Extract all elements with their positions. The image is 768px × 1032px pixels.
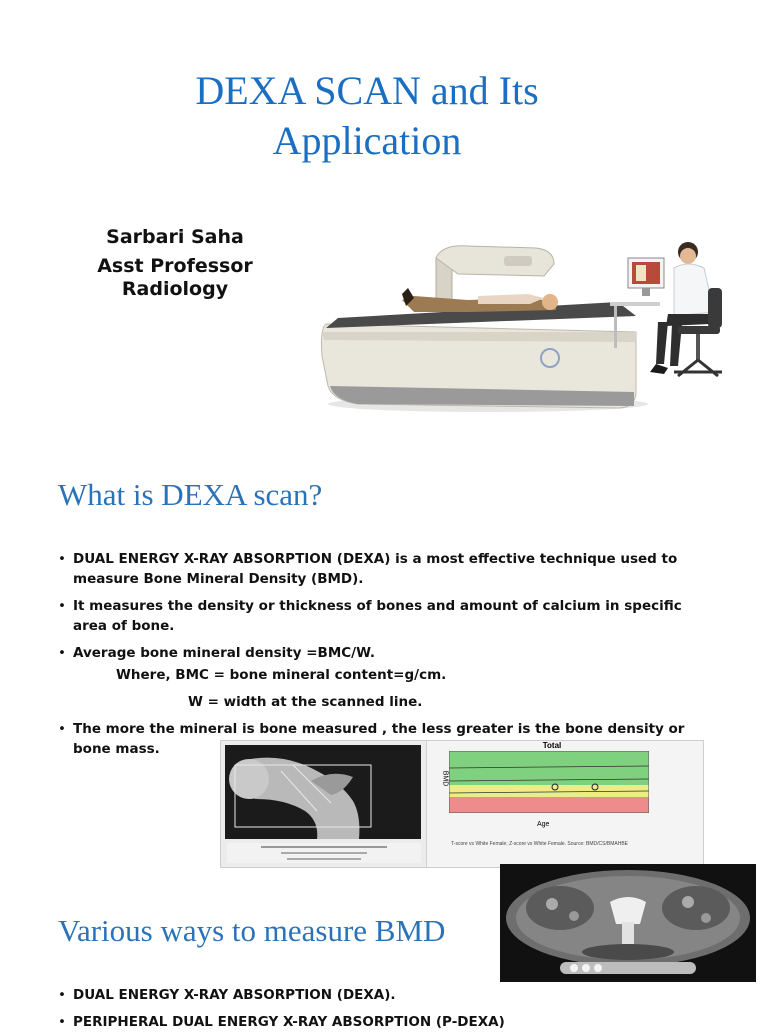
section-heading-what-is-dexa: What is DEXA scan? xyxy=(58,477,323,512)
bmd-chart-plot xyxy=(449,751,649,813)
bmd-chart-ylabel: BMD xyxy=(441,770,449,787)
dexa-scanner-illustration xyxy=(318,236,738,416)
bmd-chart-title: Total xyxy=(542,741,562,750)
section-heading-various-ways: Various ways to measure BMD xyxy=(58,913,446,948)
bullet-pdexa-method: • PERIPHERAL DUAL ENERGY X-RAY ABSORPTION (P-DEXA) xyxy=(58,1012,718,1032)
author-name: Sarbari Saha xyxy=(106,226,244,248)
bullet-dexa-method: • DUAL ENERGY X-RAY ABSORPTION (DEXA). xyxy=(58,985,718,1005)
subline-bmc-definition: Where, BMC = bone mineral content=g/cm. xyxy=(116,667,447,683)
subline-width-definition: W = width at the scanned line. xyxy=(188,694,423,710)
slide-title-line-1: DEXA SCAN and Its xyxy=(195,68,539,113)
bullet-average-bmd: • Average bone mineral density =BMC/W. xyxy=(58,643,718,663)
ct-scan-image xyxy=(500,864,756,982)
bullet-dexa-definition: • DUAL ENERGY X-RAY ABSORPTION (DEXA) is a most effective technique used to measure Bone Mineral Density (BMD). xyxy=(58,549,718,589)
slide-title xyxy=(0,66,734,166)
author-designation: Asst Professor xyxy=(97,255,253,277)
bmd-chart-image xyxy=(426,740,704,868)
bmd-chart-xlabel: Age xyxy=(537,821,550,828)
slide-title-line-2: Application xyxy=(272,118,462,163)
bullet-measures-density: • It measures the density or thickness of bones and amount of calcium in specific area of bone. xyxy=(58,596,718,636)
bullet-mineral-density-relation: • The more the mineral is bone measured , the less greater is the bone density or bone mass. xyxy=(58,719,718,759)
abdominal-ct-graphic xyxy=(500,864,756,982)
author-department: Radiology xyxy=(121,278,229,300)
hip-dexa-image xyxy=(220,740,428,868)
femur-scan-graphic xyxy=(221,741,427,867)
bmd-chart-footer: T-score vs White Female; Z-score vs White Female. Source: BMD/CS/BMAHBE xyxy=(451,841,628,847)
